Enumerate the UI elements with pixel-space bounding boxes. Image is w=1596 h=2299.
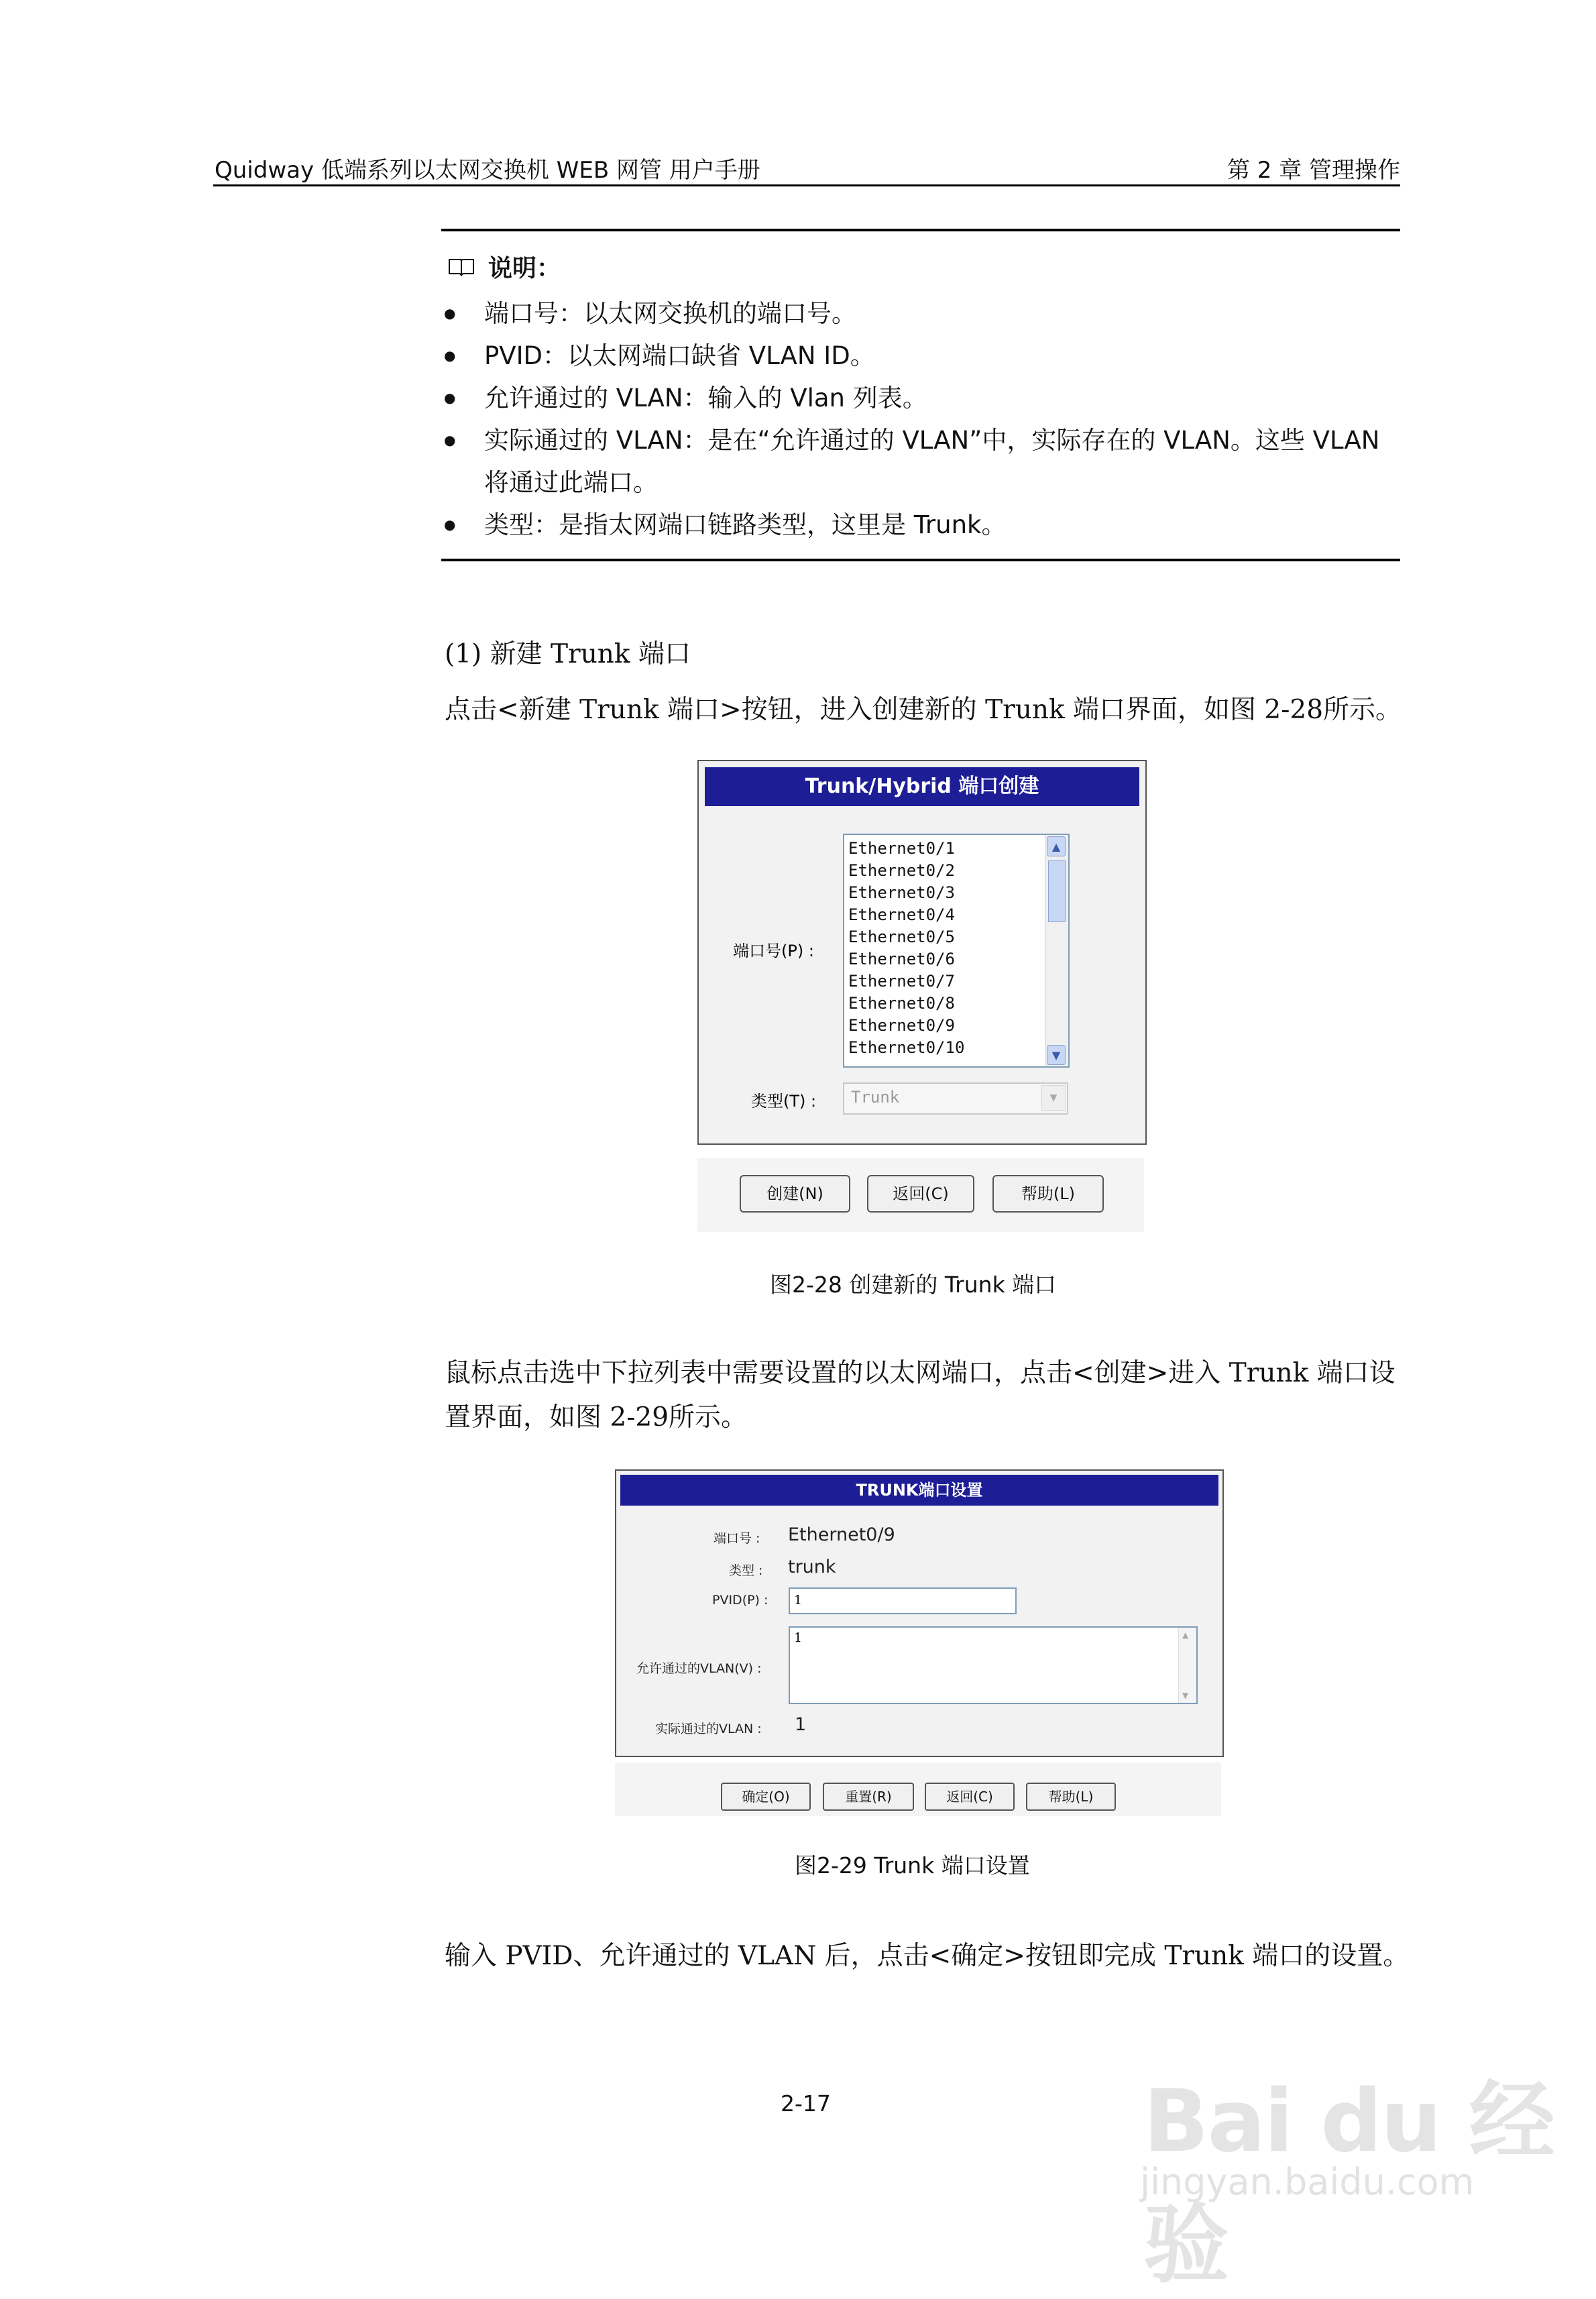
note-list	[444, 292, 1400, 546]
type-value: trunk	[788, 1557, 836, 1577]
chevron-down-icon: ▼	[1041, 1085, 1066, 1111]
allowed-vlan-textarea[interactable]	[789, 1626, 1198, 1704]
list-item[interactable]: Ethernet0/8	[848, 994, 955, 1013]
chevron-down-icon[interactable]: ▼	[1182, 1691, 1189, 1700]
list-item: ● PVID：以太网端口缺省 VLAN ID。	[444, 335, 1400, 377]
list-item: ● 实际通过的 VLAN：是在“允许通过的 VLAN”中，实际存在的 VLAN。这些 VLAN 将通过此端口。	[444, 419, 1400, 504]
port-label: 端口号(P) :	[733, 942, 814, 960]
chevron-up-icon[interactable]: ▲	[1047, 836, 1066, 856]
list-item[interactable]: Ethernet0/2	[848, 861, 955, 880]
scrollbar[interactable]	[1178, 1628, 1196, 1703]
ok-button[interactable]: 确定(O)	[721, 1783, 811, 1811]
pvid-label: PVID(P) :	[712, 1593, 768, 1608]
dialog-title: Trunk/Hybrid 端口创建	[705, 767, 1139, 806]
list-item[interactable]: Ethernet0/4	[848, 905, 955, 924]
note-top-rule	[441, 229, 1400, 231]
list-item: ● 允许通过的 VLAN：输入的 Vlan 列表。	[444, 377, 1400, 419]
type-select[interactable]	[843, 1082, 1068, 1115]
port-label: 端口号 :	[714, 1531, 760, 1546]
paragraph: 输入 PVID、允许通过的 VLAN 后，点击<确定>按钮即完成 Trunk 端口的设置。	[445, 1941, 1410, 1971]
figure-caption: 图2-28 创建新的 Trunk 端口	[770, 1272, 1057, 1298]
port-options	[848, 838, 964, 1059]
back-button[interactable]: 返回(C)	[867, 1175, 974, 1213]
list-item[interactable]: Ethernet0/3	[848, 883, 955, 902]
chevron-down-icon[interactable]: ▼	[1047, 1045, 1066, 1065]
scrollbar[interactable]	[1045, 835, 1068, 1066]
list-item[interactable]: Ethernet0/10	[848, 1038, 965, 1057]
page-number: 2-17	[781, 2090, 831, 2117]
header-title: Quidway 低端系列以太网交换机 WEB 网管 用户手册	[215, 157, 760, 184]
note-bottom-rule	[441, 559, 1400, 561]
header-chapter: 第 2 章 管理操作	[1227, 157, 1400, 184]
watermark-brand: Bai du 经验	[1143, 2072, 1554, 2295]
actual-vlan-value: 1	[795, 1714, 807, 1735]
list-item[interactable]: Ethernet0/7	[848, 972, 955, 991]
book-icon	[448, 257, 475, 277]
list-item[interactable]: Ethernet0/6	[848, 950, 955, 968]
port-value: Ethernet0/9	[788, 1524, 895, 1545]
paragraph: 点击<新建 Trunk 端口>按钮，进入创建新的 Trunk 端口界面，如图 2-28所示。	[445, 695, 1402, 725]
help-button[interactable]: 帮助(L)	[992, 1175, 1104, 1213]
dialog-title: TRUNK端口设置	[620, 1475, 1218, 1506]
scroll-thumb[interactable]	[1048, 860, 1066, 922]
list-item[interactable]: Ethernet0/1	[848, 839, 955, 858]
type-label: 类型 :	[729, 1563, 763, 1578]
list-item[interactable]: Ethernet0/5	[848, 928, 955, 946]
header-rule	[213, 184, 1400, 186]
dialog-button-bar	[697, 1158, 1144, 1232]
port-listbox[interactable]	[843, 834, 1070, 1068]
figure-caption: 图2-29 Trunk 端口设置	[795, 1852, 1030, 1879]
type-select-value: Trunk	[851, 1088, 900, 1107]
chevron-up-icon[interactable]: ▲	[1182, 1630, 1189, 1640]
list-item[interactable]: Ethernet0/9	[848, 1016, 955, 1035]
actual-vlan-label: 实际通过的VLAN :	[655, 1722, 762, 1736]
back-button[interactable]: 返回(C)	[925, 1783, 1015, 1811]
dialog-button-bar	[615, 1762, 1221, 1816]
list-item: ● 类型：是指太网端口链路类型，这里是 Trunk。	[444, 504, 1400, 546]
pvid-input[interactable]	[789, 1587, 1017, 1614]
paragraph: 鼠标点击选中下拉列表中需要设置的以太网端口，点击<创建>进入 Trunk 端口设置界面，如图 2-29所示。	[445, 1358, 1395, 1433]
watermark-url: jingyan.baidu.com	[1140, 2161, 1475, 2203]
create-button[interactable]: 创建(N)	[740, 1175, 850, 1213]
list-item: ● 端口号：以太网交换机的端口号。	[444, 292, 1400, 335]
allowed-vlan-label: 允许通过的VLAN(V) :	[636, 1661, 762, 1676]
step-heading: (1) 新建 Trunk 端口	[445, 639, 691, 669]
reset-button[interactable]: 重置(R)	[823, 1783, 914, 1811]
note-title: 说明：	[488, 255, 561, 282]
type-label: 类型(T) :	[751, 1092, 817, 1111]
help-button[interactable]: 帮助(L)	[1026, 1783, 1116, 1811]
note-heading	[448, 249, 561, 284]
pvid-input-value: 1	[794, 1593, 803, 1608]
allowed-vlan-value: 1	[794, 1630, 803, 1645]
